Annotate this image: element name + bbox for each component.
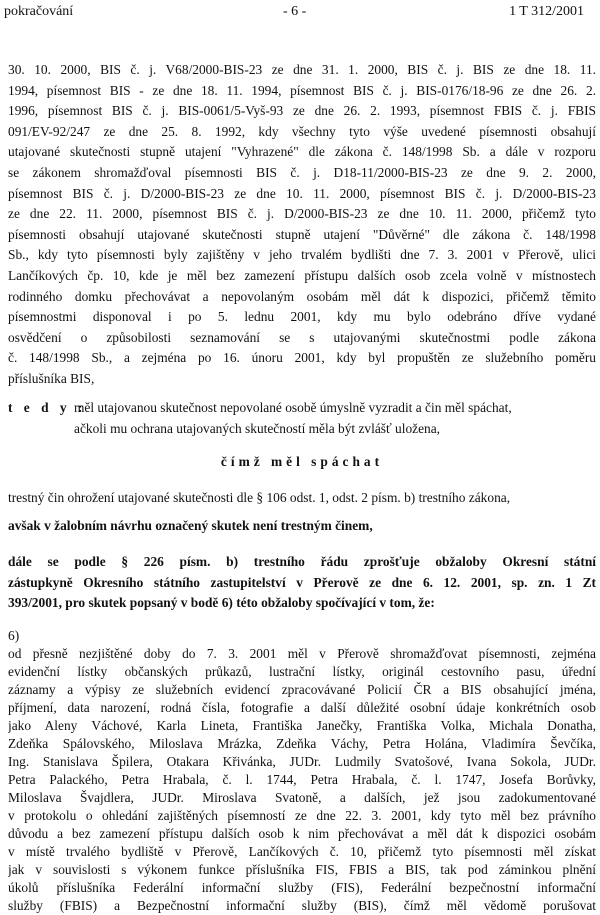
item-number [8, 626, 596, 647]
text-line: rodinného domku přechovávat a nepovolaným osobám měl dát k dispozici, přičemž těmito [8, 288, 596, 304]
acquittal-paragraph [8, 552, 596, 614]
page-number: - 6 - [283, 4, 307, 19]
text-line: jak v souvislosti s výkonem funkce příslušníka FIS, FBIS a BIS, tak pod záminkou plnění [8, 862, 596, 877]
text-line: utajované skutečnosti stupně utajení "Vyhrazené" dle zákona č. 148/1998 Sb. a dále v rozporu [8, 144, 596, 160]
paragraph-6 [8, 645, 596, 915]
paragraph-1 [8, 60, 596, 390]
text-line: úkolů příslušníka Federální informační služby (FIS), Federální bezpečnostní informační [8, 880, 596, 895]
text-line: Lančíkových čp. 10, kde je měl bez zamezení přístupu dalších osob zcela volně v místnostech [8, 267, 596, 283]
text-line: důvodu a bez zamezení přístupu dalších osob k nim přechovávat a měl dát k dispozici osobám [8, 826, 596, 841]
tedy-label: t e d y : [8, 400, 87, 415]
text-line: evidenční lístky občanských průkazů, lustrační lístky, originál cestovního pasu, úřední [8, 664, 596, 679]
text-line: písemnosti obsahují utajované skutečnosti stupně utajení "Důvěrné" dle zákona č. 148/1998 [8, 226, 596, 242]
text-line: 30. 10. 2000, BIS č. j. V68/2000-BIS-23 ze dne 31. 1. 2000, BIS č. j. BIS ze dne 18. 11. [8, 62, 596, 77]
text-line: od přesně nezjištěné doby do 7. 3. 2001 měl v Přerově shromažďovat písemnosti, zejména [8, 646, 596, 661]
text-line: písemnost BIS č. j. D/2000-BIS-23 ze dne 10. 11. 2000, písemnost BIS č. j. D/2000-BIS-23 [8, 185, 596, 201]
text-line: Miloslava Švajdlera, JUDr. Miroslava Svatoně, a dalších, jež jsou zadokumentované [8, 790, 596, 805]
text-line: Ing. Stanislava Špilera, Otakara Křivánka, JUDr. Ludmily Svatošové, Ivana Sokola, JUDr. [8, 754, 596, 769]
text-line: služby (FBIS) a Bezpečnostní informační služby (BIS), čímž měl vědomě porušovat [8, 898, 596, 913]
text-line: jako Aleny Váchové, Karla Lineta, Františka Janečky, Františka Volka, Michala Donatha, [8, 718, 596, 733]
text-line: příslušníka BIS, [8, 370, 95, 386]
text-line: příjmení, data narození, rodná čísla, fotografie a další důležité osobní údaje konkrétních osob [8, 700, 596, 715]
header-continuation: pokračování [4, 4, 74, 19]
tedy-section [8, 398, 596, 442]
text-line: se zákonem shromažďoval písemnosti BIS č. j. D18-11/2000-BIS-23 ze dne 9. 2. 2000, [8, 164, 596, 180]
text-line: Sb., kdy tyto písemnosti byly zajištěny v jeho trvalém bydlišti dne 7. 3. 2001 v Přerově, ulici [8, 247, 596, 263]
text-line: ze dne 22. 11. 2000, písemnost BIS č. j. D/2000-BIS-23 ze dne 10. 11. 2000, přičemž tyto [8, 206, 596, 222]
text-line: 1996, písemnost BIS č. j. BIS-0061/5-Vyš-93 ze dne 26. 2. 1993, písemnost FBIS č. j. FBIS [8, 103, 596, 119]
text-line: v místě trvalého bydliště v Přerově, Lančíkových č. 10, přičemž tyto písemnosti měl získat [8, 844, 596, 859]
text-line: 393/2001, pro skutek popsaný v bodě 6) této obžaloby spočívající v tom, že: [8, 595, 435, 611]
text-line: Zdeňka Spálovského, Miloslava Mrázka, Zdeňka Váchy, Petra Holána, Vladimíra Ševčíka, [8, 736, 596, 751]
text-line: trestný čin ohrožení utajované skutečnosti dle § 106 odst. 1, odst. 2 písm. b) trestního zákona, [8, 490, 511, 505]
text-line: Petra Palackého, Petra Hrabala, č. l. 1744, Petra Hrabala, č. l. 1747, Josefa Borůvky, [8, 772, 596, 787]
crime-line [8, 488, 596, 509]
text-line: č. 148/1998 Sb., a zejména po 16. únoru 2001, kdy byl propuštěn ze služebního poměru [8, 350, 596, 366]
text-line: zástupkyně Okresního státního zastupitelství v Přerově ze dne 6. 12. 2001, sp. zn. 1 Zt [8, 574, 596, 590]
case-number: 1 T 312/2001 [509, 4, 584, 19]
text-line: písemnostmi disponoval i po 5. lednu 2001, kdy mu bylo odebráno dříve vydané [8, 309, 596, 325]
text-line: dále se podle § 226 písm. b) trestního řádu zprošťuje obžaloby Okresní státní [8, 554, 596, 569]
cimz-heading: čímž měl spáchat [220, 454, 384, 469]
text-line: měl utajovanou skutečnost nepovolané osobě úmyslně vyzradit a čin měl spáchat, [74, 400, 512, 415]
tedy-text [74, 398, 594, 439]
text-line: 1994, písemnost BIS - ze dne 18. 11. 1994, písemnost BIS č. j. BIS-0176/18-96 ze dne 26. 2. [8, 82, 596, 98]
text-line: 6) [8, 628, 20, 643]
text-line: osvědčení o způsobilosti seznamování se s utajovanými skutečnostmi podle zákona [8, 329, 596, 345]
text-line: ačkoli mu ochrana utajovaných skutečností měla být zvlášť uložena, [74, 420, 441, 436]
text-line: avšak v žalobním návrhu označený skutek není trestným činem, [8, 518, 373, 533]
text-line: záznamy a výpisy ze služebních evidencí zpracovávané Policií ČR a BIS obsahující jména, [8, 682, 596, 697]
avsak-line [8, 516, 596, 537]
text-line: 091/EV-92/247 ze dne 25. 8. 1992, kdy všechny tyto výše uvedené písemnosti obsahují [8, 123, 596, 139]
text-line: v protokolu o ohledání zajištěných písemností ze dne 22. 3. 2001, kdy tyto měl bez právního [8, 808, 596, 823]
